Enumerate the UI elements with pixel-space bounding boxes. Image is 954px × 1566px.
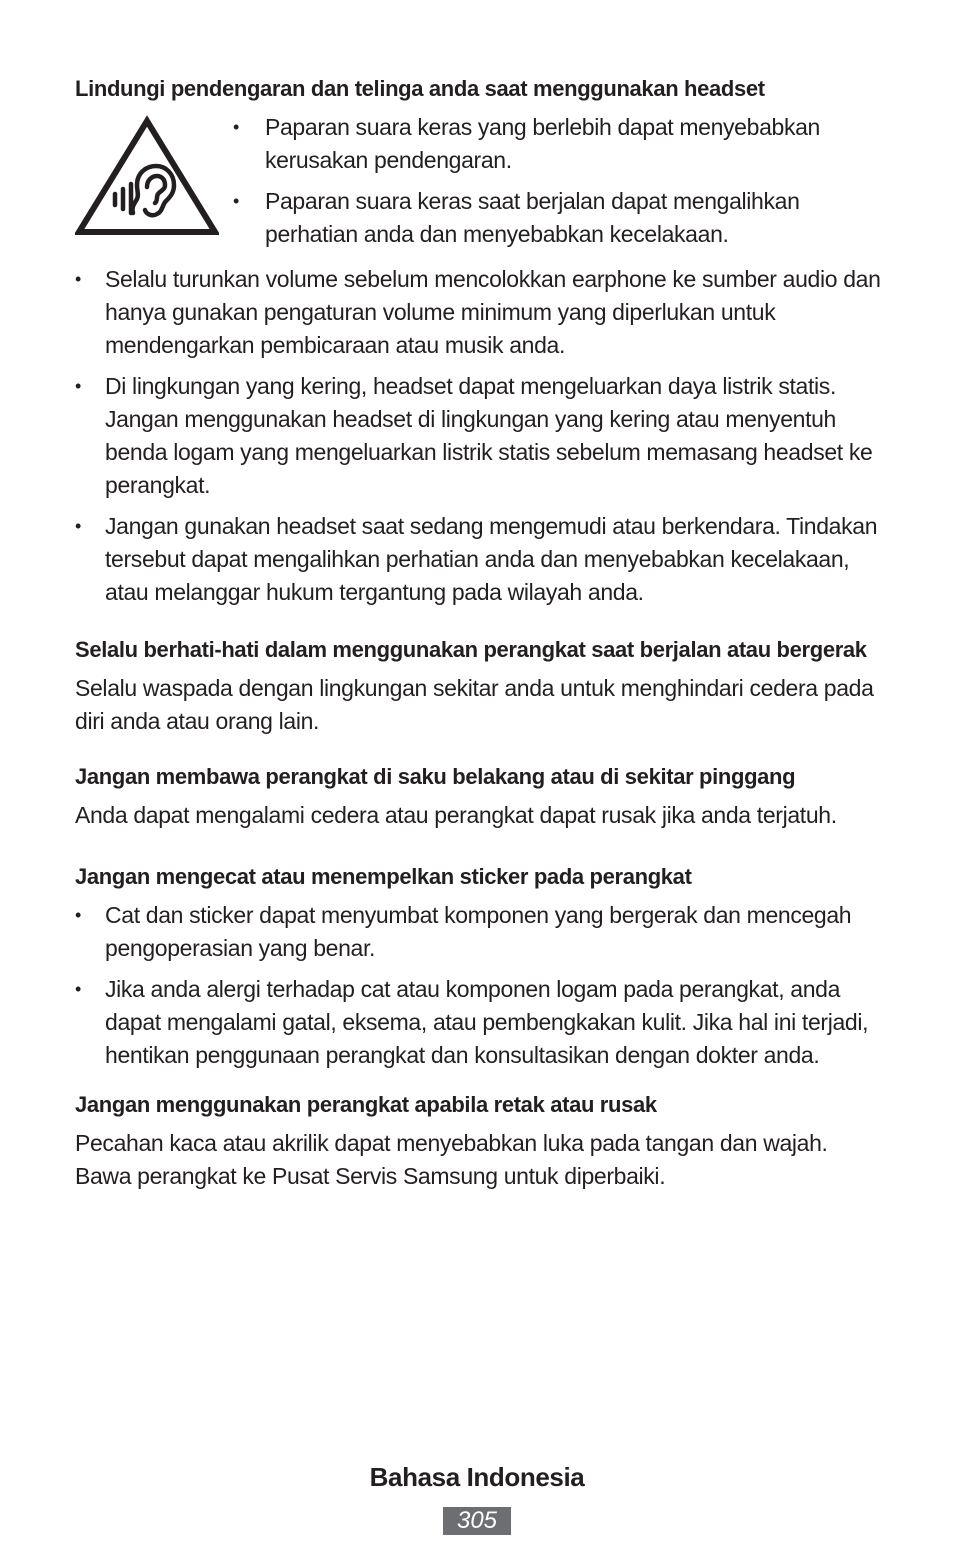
section-pocket bbox=[75, 760, 885, 832]
list-item: • Paparan suara keras saat berjalan dapat mengalihkan perhatian anda dan menyebabkan kecelakaan. bbox=[233, 185, 885, 251]
section-heading: Jangan membawa perangkat di saku belakang atau di sekitar pinggang bbox=[75, 764, 796, 789]
bullet-list bbox=[75, 899, 885, 1072]
section-cracked bbox=[75, 1088, 885, 1193]
warning-row bbox=[75, 111, 885, 259]
section-heading: Selalu berhati-hati dalam menggunakan perangkat saat berjalan atau bergerak bbox=[75, 637, 867, 662]
footer-language: Bahasa Indonesia bbox=[369, 1462, 585, 1492]
section-paint bbox=[75, 860, 885, 1072]
icon-bullet-list bbox=[233, 111, 885, 259]
list-item: • Selalu turunkan volume sebelum mencolokkan earphone ke sumber audio dan hanya gunakan pengaturan volume minimum yang diperlukan untuk mendengarkan pembicaraan atau musik anda. bbox=[75, 263, 885, 362]
hearing-warning-icon bbox=[75, 111, 233, 244]
section-walking bbox=[75, 633, 885, 738]
section-body: Pecahan kaca atau akrilik dapat menyebabkan luka pada tangan dan wajah. Bawa perangkat ke Pusat Servis Samsung untuk diperbaiki. bbox=[75, 1130, 828, 1189]
section-body: Anda dapat mengalami cedera atau perangkat dapat rusak jika anda terjatuh. bbox=[75, 802, 837, 828]
list-item: • Paparan suara keras yang berlebih dapat menyebabkan kerusakan pendengaran. bbox=[233, 111, 885, 177]
section-heading: Lindungi pendengaran dan telinga anda saat menggunakan headset bbox=[75, 76, 765, 101]
section-headset bbox=[75, 72, 885, 609]
list-item: • Cat dan sticker dapat menyumbat komponen yang bergerak dan mencegah pengoperasian yang benar. bbox=[75, 899, 885, 965]
page-content bbox=[75, 72, 885, 1215]
bullet-list bbox=[75, 263, 885, 609]
section-heading: Jangan mengecat atau menempelkan sticker pada perangkat bbox=[75, 864, 692, 889]
list-item: • Jika anda alergi terhadap cat atau komponen logam pada perangkat, anda dapat mengalami gatal, eksema, atau pembengkakan kulit. Jika hal ini terjadi, hentikan penggunaan perangkat dan konsultasikan dengan dokter anda. bbox=[75, 973, 885, 1072]
section-heading: Jangan menggunakan perangkat apabila retak atau rusak bbox=[75, 1092, 657, 1117]
list-item: • Di lingkungan yang kering, headset dapat mengeluarkan daya listrik statis. Jangan menggunakan headset di lingkungan yang kering atau menyentuh benda logam yang mengeluarkan listrik statis sebelum memasang headset ke perangkat. bbox=[75, 370, 885, 502]
list-item: • Jangan gunakan headset saat sedang mengemudi atau berkendara. Tindakan tersebut dapat mengalihkan perhatian anda dan menyebabkan kecelakaan, atau melanggar hukum tergantung pada wilayah anda. bbox=[75, 510, 885, 609]
section-body: Selalu waspada dengan lingkungan sekitar anda untuk menghindari cedera pada diri anda atau orang lain. bbox=[75, 675, 874, 734]
page-number-badge: 305 bbox=[443, 1507, 511, 1535]
